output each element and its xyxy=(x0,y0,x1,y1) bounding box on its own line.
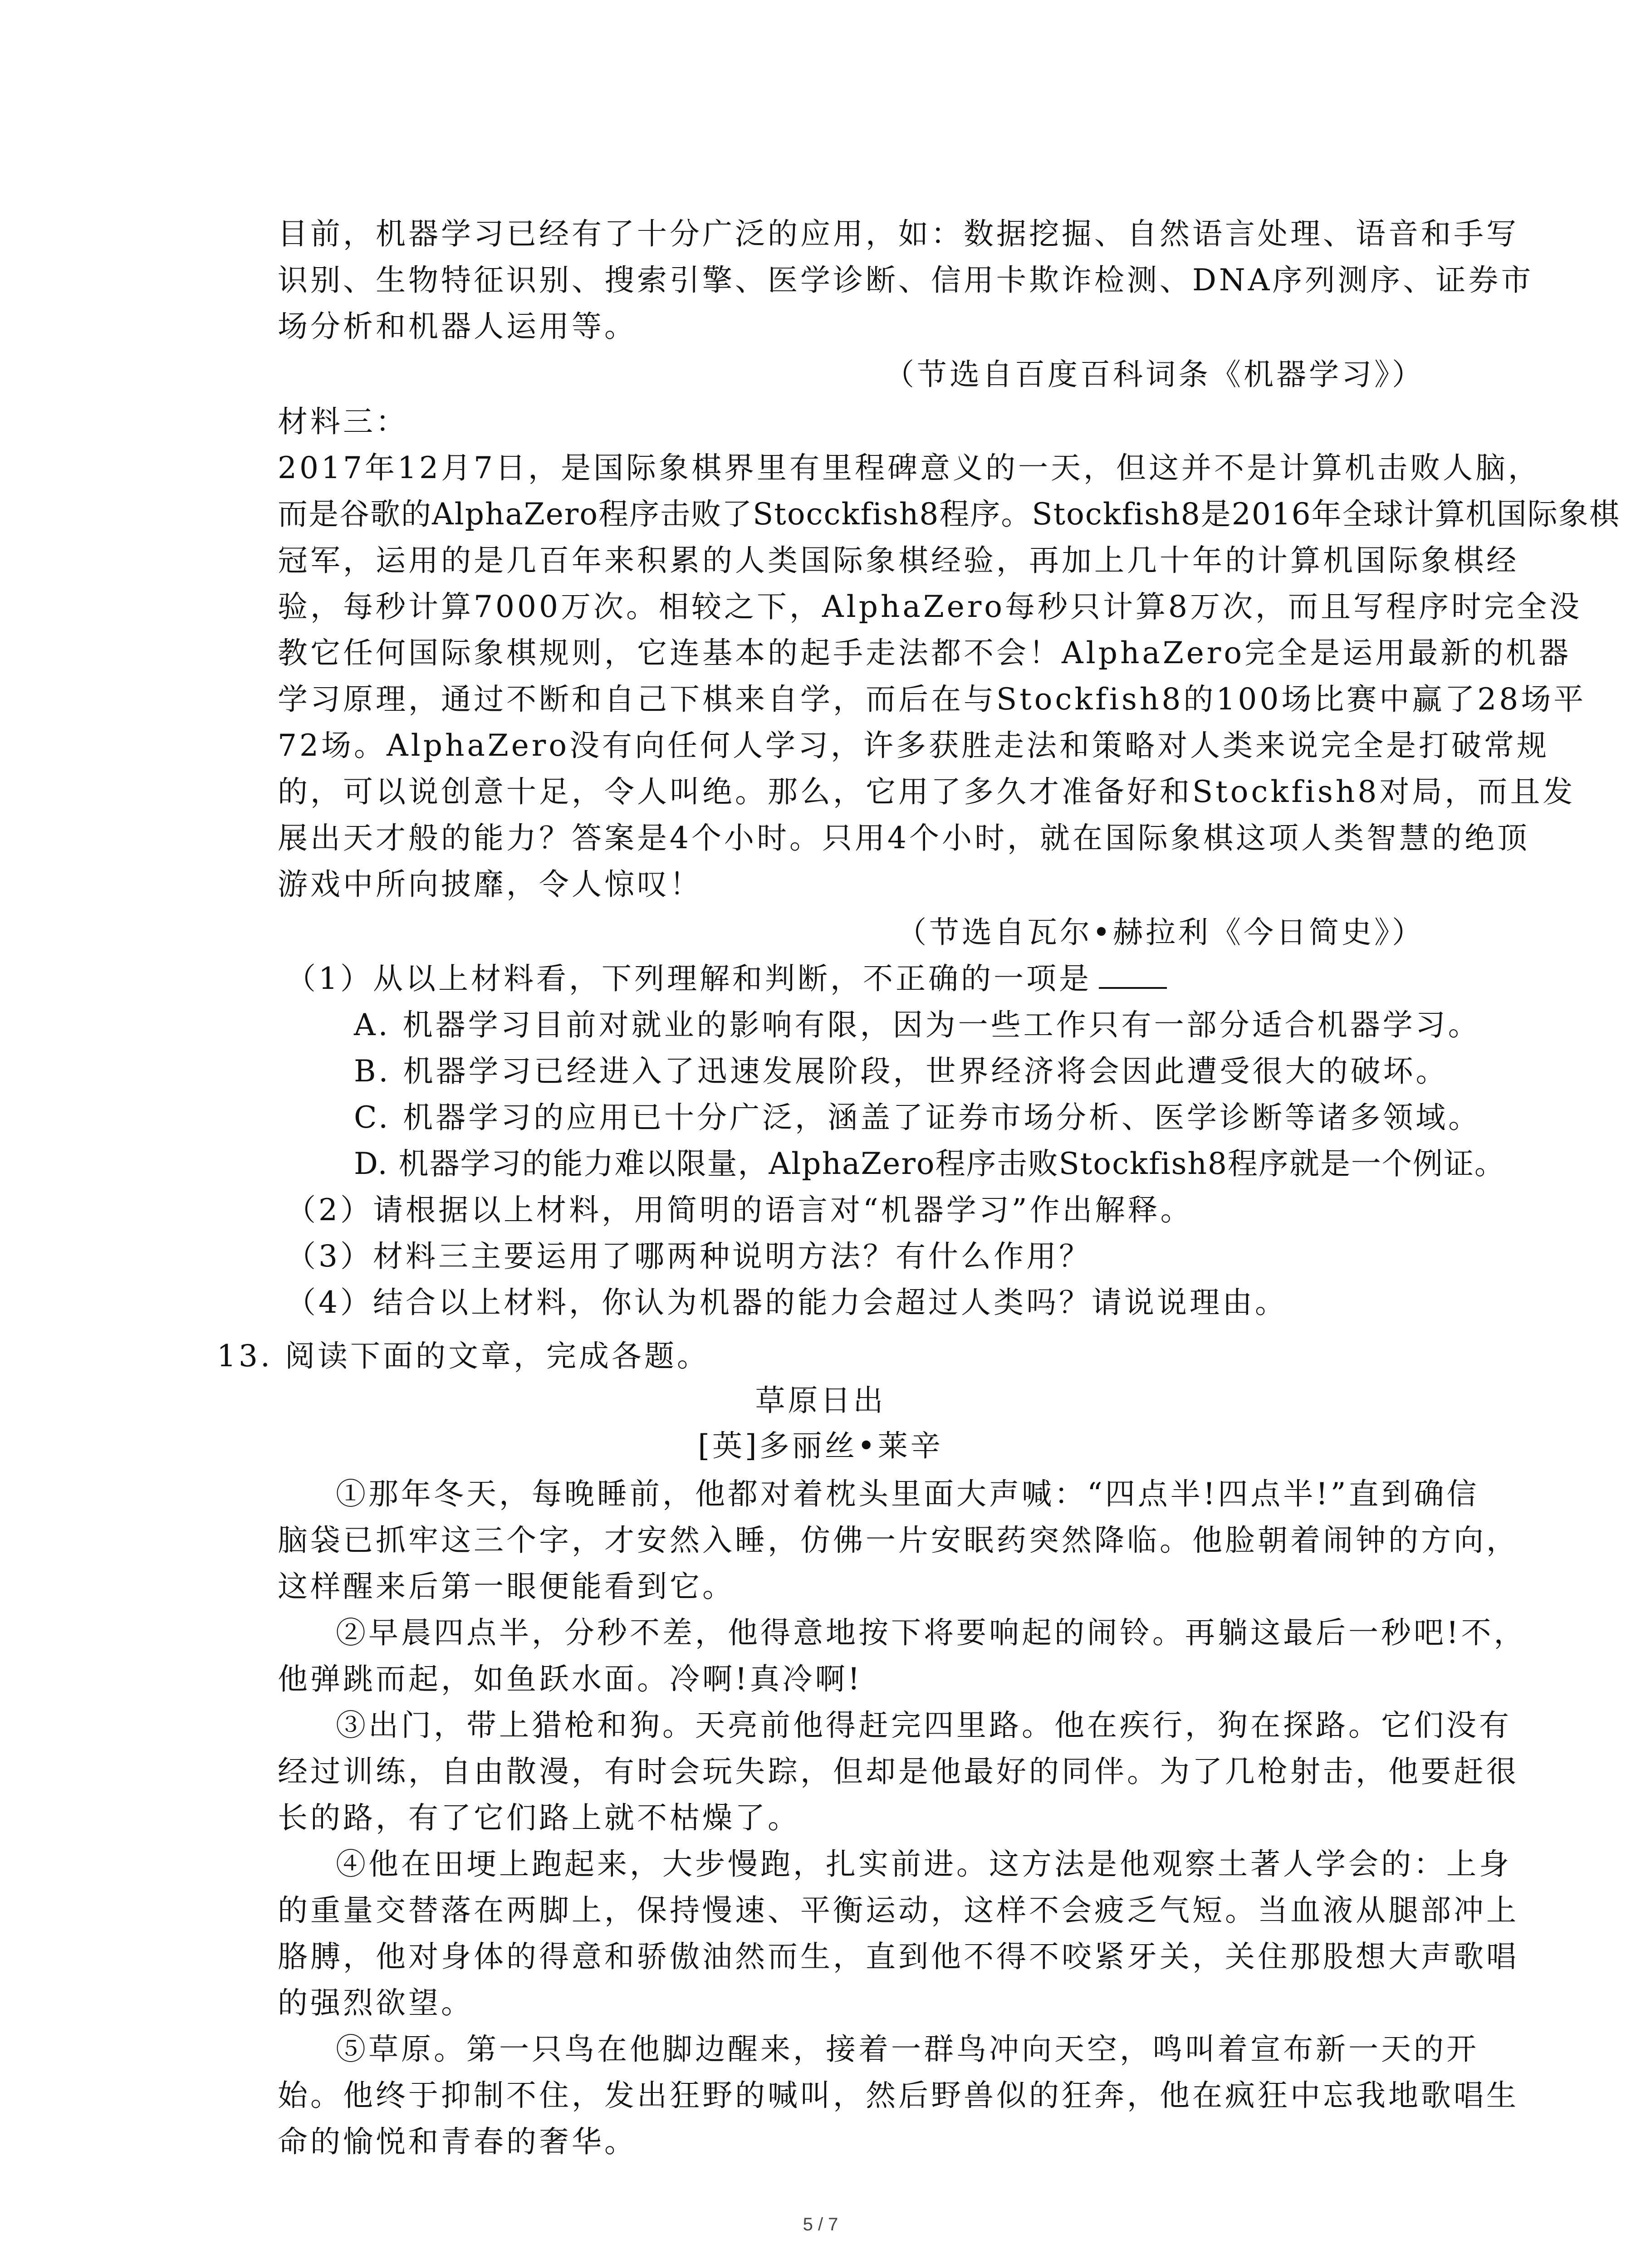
material3-line: 而是谷歌的AlphaZero程序击败了Stocckfish8程序。Stockfish8是2016年全球计算机国际象棋 xyxy=(278,497,1620,532)
page-number: 5 / 7 xyxy=(803,2214,838,2234)
article-author: [英]多丽丝•莱辛 xyxy=(698,1428,943,1463)
material2-line-3: 场分析和机器人运用等。 xyxy=(278,309,637,344)
material3-line: 验，每秒计算7000万次。相较之下，AlphaZero每秒只计算8万次，而且写程序时完全没 xyxy=(278,589,1582,624)
paragraph-3-line: 长的路，有了它们路上就不枯燥了。 xyxy=(278,1800,800,1835)
paragraph-4-line: 的重量交替落在两脚上，保持慢速、平衡运动，这样不会疲乏气短。当血液从腿部冲上 xyxy=(278,1893,1519,1928)
question-2: （2）请根据以上材料，用简明的语言对“机器学习”作出解释。 xyxy=(286,1193,1193,1227)
material2-line-2: 识别、生物特征识别、搜索引擎、医学诊断、信用卡欺诈检测、DNA序列测序、证券市 xyxy=(278,263,1534,298)
material2-source: （节选自百度百科词条《机器学习》） xyxy=(884,357,1425,392)
material3-line: 2017年12月7日，是国际象棋界里有里程碑意义的一天，但这并不是计算机击败人脑， xyxy=(278,450,1541,485)
material2-line-1: 目前，机器学习已经有了十分广泛的应用，如：数据挖掘、自然语言处理、语音和手写 xyxy=(278,216,1519,251)
paragraph-1-line: 脑袋已抓牢这三个字，才安然入睡，仿佛一片安眠药突然降临。他脸朝着闹钟的方向， xyxy=(278,1523,1519,1558)
answer-blank[interactable] xyxy=(1099,960,1167,989)
material3-line: 的，可以说创意十足，令人叫绝。那么，它用了多久才准备好和Stockfish8对局，而且发 xyxy=(278,774,1576,809)
paragraph-5-line: 命的愉悦和青春的奢华。 xyxy=(278,2124,637,2159)
material3-line: 冠军，运用的是几百年来积累的人类国际象棋经验，再加上几十年的计算机国际象棋经 xyxy=(278,543,1519,578)
paragraph-5-line: ⑤草原。第一只鸟在他脚边醒来，接着一群鸟冲向天空，鸣叫着宣布新一天的开 xyxy=(336,2032,1479,2067)
question-3: （3）材料三主要运用了哪两种说明方法？有什么作用？ xyxy=(286,1239,1092,1274)
question-4: （4）结合以上材料，你认为机器的能力会超过人类吗？请说说理由。 xyxy=(286,1285,1288,1320)
material3-line: 教它任何国际象棋规则，它连基本的起手走法都不会！AlphaZero完全是运用最新的机器 xyxy=(278,635,1572,670)
article-title: 草原日出 xyxy=(755,1383,886,1418)
material3-line: 游戏中所向披靡，令人惊叹！ xyxy=(278,867,702,902)
paragraph-1-line: ①那年冬天，每晚睡前，他都对着枕头里面大声喊：“四点半!四点半!”直到确信 xyxy=(336,1476,1479,1511)
paragraph-5-line: 始。他终于抑制不住，发出狂野的喊叫，然后野兽似的狂奔，他在疯狂中忘我地歌唱生 xyxy=(278,2078,1519,2113)
paragraph-3-line: 经过训练，自由散漫，有时会玩失踪，但却是他最好的同伴。为了几枪射击，他要赶很 xyxy=(278,1754,1519,1789)
paragraph-2-line: ②早晨四点半，分秒不差，他得意地按下将要响起的闹铃。再躺这最后一秒吧!不， xyxy=(336,1615,1527,1650)
paragraph-4-line: ④他在田埂上跑起来，大步慢跑，扎实前进。这方法是他观察土著人学会的：上身 xyxy=(336,1847,1512,1882)
option-c: C. 机器学习的应用已十分广泛，涵盖了证券市场分析、医学诊断等诸多领域。 xyxy=(354,1100,1481,1135)
material3-source: （节选自瓦尔•赫拉利《今日简史》） xyxy=(896,915,1425,950)
option-b: B. 机器学习已经进入了迅速发展阶段，世界经济将会因此遭受很大的破坏。 xyxy=(354,1054,1449,1089)
paragraph-4-line: 的强烈欲望。 xyxy=(278,1985,474,2020)
material3-line: 展出天才般的能力？答案是4个小时。只用4个小时，就在国际象棋这项人类智慧的绝顶 xyxy=(278,821,1530,855)
paragraph-4-line: 胳膊，他对身体的得意和骄傲油然而生，直到他不得不咬紧牙关，关住那股想大声歌唱 xyxy=(278,1939,1519,1974)
question-1-text: （1）从以上材料看，下列理解和判断，不正确的一项是 xyxy=(286,961,1092,996)
paragraph-1-line: 这样醒来后第一眼便能看到它。 xyxy=(278,1569,735,1604)
option-d: D. 机器学习的能力难以限量，AlphaZero程序击败Stockfish8程序就是一个例证。 xyxy=(354,1146,1505,1181)
question-13-prompt: 13. 阅读下面的文章，完成各题。 xyxy=(217,1339,710,1374)
option-a: A. 机器学习目前对就业的影响有限，因为一些工作只有一部分适合机器学习。 xyxy=(354,1007,1481,1042)
material3-heading: 材料三： xyxy=(278,404,408,439)
material3-line: 72场。AlphaZero没有向任何人学习，许多获胜走法和策略对人类来说完全是打破常规 xyxy=(278,728,1550,763)
paragraph-3-line: ③出门，带上猎枪和狗。天亮前他得赶完四里路。他在疾行，狗在探路。它们没有 xyxy=(336,1708,1512,1743)
question-1 xyxy=(286,957,1167,1001)
paragraph-2-line: 他弹跳而起，如鱼跃水面。冷啊!真冷啊! xyxy=(278,1662,863,1696)
material3-line: 学习原理，通过不断和自己下棋来自学，而后在与Stockfish8的100场比赛中赢了28场平 xyxy=(278,682,1587,717)
